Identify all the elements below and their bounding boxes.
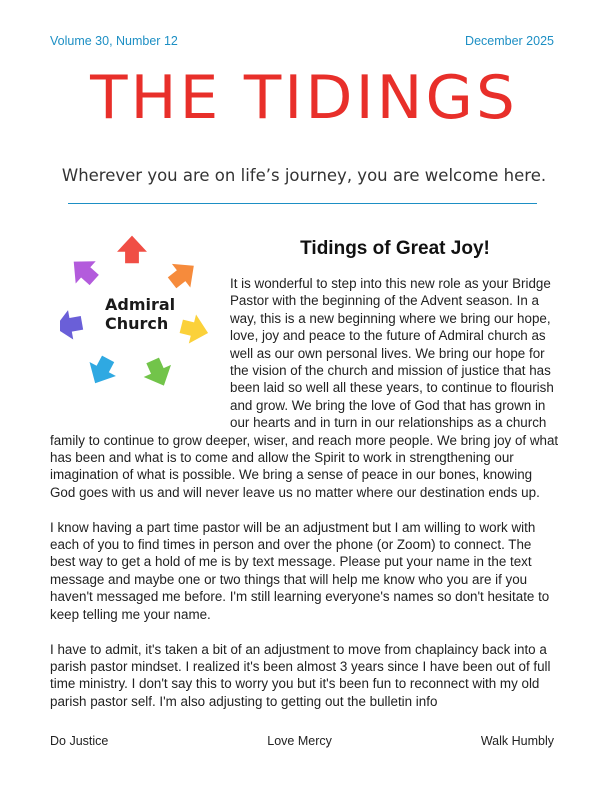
article-headline: Tidings of Great Joy! (300, 238, 490, 259)
article-paragraph-2: I know having a part time pastor will be an adjustment but I am willing to work with each of you to find times in person and over the phone (or Zoom) to connect. The best way to get a hold of me is by text message. Please put your name in the text message and maybe one or two things that will help me know who you are if you haven't messaged me before. I'm still learning everyone's names so don't hesitate to keep telling me your name. (50, 519, 550, 622)
logo-float-spacer (50, 275, 230, 419)
footer-motto (50, 734, 554, 748)
logo-arrow-icon (117, 236, 147, 264)
footer-walk-humbly: Walk Humbly (480, 734, 554, 748)
logo-text-line1: Admiral (105, 295, 176, 314)
footer-do-justice: Do Justice (50, 734, 109, 748)
issue-date: December 2025 (465, 34, 554, 48)
issue-header (50, 34, 554, 48)
masthead-title: THE TIDINGS (90, 63, 518, 133)
article-paragraph-1: It is wonderful to step into this new role as your Bridge Pastor with the beginning of the Advent season. In a way, this is a new beginning where we bring our hope, love, joy and peace to the future of Admiral church as well as our own personal lives. We bring our hope for the vision of the church and mission of justice that has been laid so well all these years, to continue to flourish and grow. We bring the love of God that has grown in our hearts and in turn in our relationships as a church family to continue to grow deeper, wiser, and reach more people. We bring joy of what has been and what is to come and allow the Spirit to work in strengthening our imagination of what is possible. We bring a sense of peace in our bones, knowing God goes with us and will never leave us no matter where our destination ends up. (50, 276, 559, 500)
logo-text-line2: Church (105, 314, 169, 333)
footer-love-mercy: Love Mercy (267, 734, 332, 748)
article-paragraph-3: I have to admit, it's taken a bit of an adjustment to move from chaplaincy back into a parish pastor mindset. I realized it's been almost 3 years since I have been out of full time ministry. I don't say this to worry you but it's been fun to reconnect with my old parish pastor self. I'm also adjusting to getting out the bulletin info (50, 641, 551, 709)
volume-number: Volume 30, Number 12 (50, 34, 178, 48)
article-body (50, 275, 560, 728)
tagline: Wherever you are on life’s journey, you are welcome here. (61, 166, 547, 185)
divider-rule (68, 203, 537, 204)
